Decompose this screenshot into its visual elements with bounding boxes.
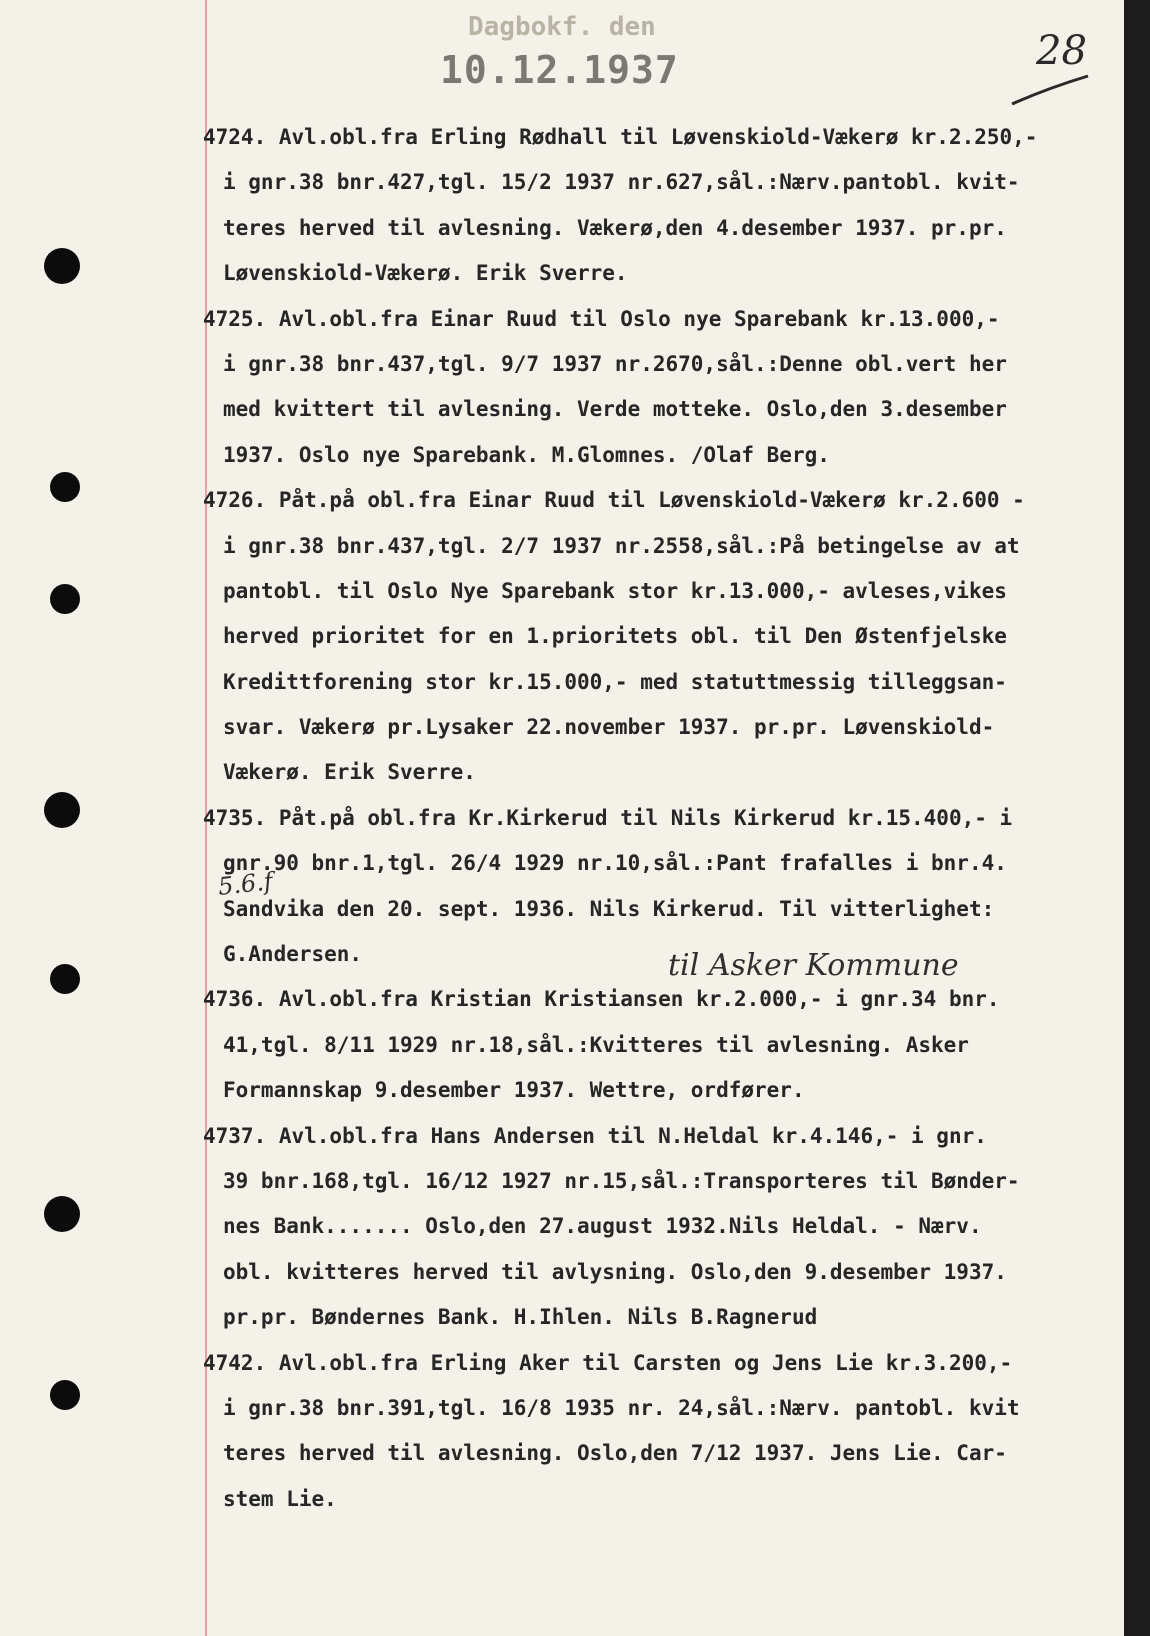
entry-line: i gnr.38 bnr.437,tgl. 9/7 1937 nr.2670,sål.:Denne obl.vert her bbox=[223, 351, 1007, 376]
entry-line: 4735. Påt.på obl.fra Kr.Kirkerud til Nils Kirkerud kr.15.400,- i bbox=[203, 805, 1013, 830]
entry-line: Vækerø. Erik Sverre. bbox=[223, 760, 476, 785]
entry-line: svar. Vækerø pr.Lysaker 22.november 1937. pr.pr. Løvenskiold- bbox=[223, 715, 995, 740]
entry-line: 39 bnr.168,tgl. 16/12 1927 nr.15,sål.:Transporteres til Bønder- bbox=[223, 1168, 1020, 1193]
entry-line: Formannskap 9.desember 1937. Wettre, ordfører. bbox=[223, 1078, 805, 1103]
entry-line: teres herved til avlesning. Oslo,den 7/12 1937. Jens Lie. Car- bbox=[223, 1441, 1007, 1466]
entry-line: Kredittforening stor kr.15.000,- med statuttmessig tilleggsan- bbox=[223, 669, 1007, 694]
page-number-underline bbox=[1010, 70, 1090, 110]
entry-line: Løvenskiold-Vækerø. Erik Sverre. bbox=[223, 261, 628, 286]
punch-hole bbox=[50, 1380, 80, 1410]
entry-line: herved prioritet for en 1.prioritets obl. til Den Østenfjelske bbox=[223, 624, 1007, 649]
entry-line: i gnr.38 bnr.391,tgl. 16/8 1935 nr. 24,sål.:Nærv. pantobl. kvit bbox=[223, 1395, 1020, 1420]
punch-hole bbox=[50, 472, 80, 502]
punch-hole bbox=[50, 584, 80, 614]
entry-line: obl. kvitteres herved til avlysning. Oslo,den 9.desember 1937. bbox=[223, 1259, 1007, 1284]
stamp-label: Dagbokf. den bbox=[468, 12, 656, 42]
punch-hole bbox=[44, 1196, 80, 1232]
punch-hole bbox=[44, 792, 80, 828]
stamp-date: 10.12.1937 bbox=[440, 48, 679, 92]
entry-line: i gnr.38 bnr.437,tgl. 2/7 1937 nr.2558,sål.:På betingelse av at bbox=[223, 533, 1020, 558]
entry-line: stem Lie. bbox=[223, 1486, 337, 1511]
punch-hole bbox=[44, 248, 80, 284]
entry-line: gnr.90 bnr.1,tgl. 26/4 1929 nr.10,sål.:Pant frafalles i bnr.4. bbox=[223, 851, 1007, 876]
entry-line: 4737. Avl.obl.fra Hans Andersen til N.Heldal kr.4.146,- i gnr. bbox=[203, 1123, 987, 1148]
entry-line: 4725. Avl.obl.fra Einar Ruud til Oslo nye Sparebank kr.13.000,- bbox=[203, 306, 1000, 331]
ledger-entries bbox=[203, 115, 1093, 1522]
entry-line: pr.pr. Bøndernes Bank. H.Ihlen. Nils B.Ragnerud bbox=[223, 1305, 818, 1330]
entry-line: 4742. Avl.obl.fra Erling Aker til Carsten og Jens Lie kr.3.200,- bbox=[203, 1350, 1013, 1375]
entry-line: 1937. Oslo nye Sparebank. M.Glomnes. /Olaf Berg. bbox=[223, 442, 830, 467]
entry-line: G.Andersen. bbox=[223, 942, 363, 967]
entry-line: Sandvika den 20. sept. 1936. Nils Kirkerud. Til vitterlighet: bbox=[223, 896, 995, 921]
punch-hole bbox=[50, 964, 80, 994]
handwritten-annotation-asker: til Asker Kommune bbox=[668, 948, 959, 983]
entry-line: med kvittert til avlesning. Verde motteke. Oslo,den 3.desember bbox=[223, 397, 1007, 422]
page-number: 28 bbox=[1036, 28, 1087, 74]
entry-line: nes Bank....... Oslo,den 27.august 1932.Nils Heldal. - Nærv. bbox=[223, 1214, 982, 1239]
entry-line: 41,tgl. 8/11 1929 nr.18,sål.:Kvitteres til avlesning. Asker bbox=[223, 1032, 969, 1057]
entry-line: 4736. Avl.obl.fra Kristian Kristiansen kr.2.000,- i gnr.34 bnr. bbox=[203, 987, 1000, 1012]
date-stamp bbox=[440, 0, 700, 100]
entry-line: pantobl. til Oslo Nye Sparebank stor kr.13.000,- avleses,vikes bbox=[223, 578, 1007, 603]
entry-line: i gnr.38 bnr.427,tgl. 15/2 1937 nr.627,sål.:Nærv.pantobl. kvit- bbox=[223, 170, 1020, 195]
handwritten-margin-note: 5.6.f bbox=[216, 867, 275, 901]
entry-line: 4726. Påt.på obl.fra Einar Ruud til Løvenskiold-Vækerø kr.2.600 - bbox=[203, 488, 1025, 513]
entry-line: teres herved til avlesning. Vækerø,den 4.desember 1937. pr.pr. bbox=[223, 215, 1007, 240]
entry-line: 4724. Avl.obl.fra Erling Rødhall til Løvenskiold-Vækerø kr.2.250,- bbox=[203, 125, 1038, 149]
